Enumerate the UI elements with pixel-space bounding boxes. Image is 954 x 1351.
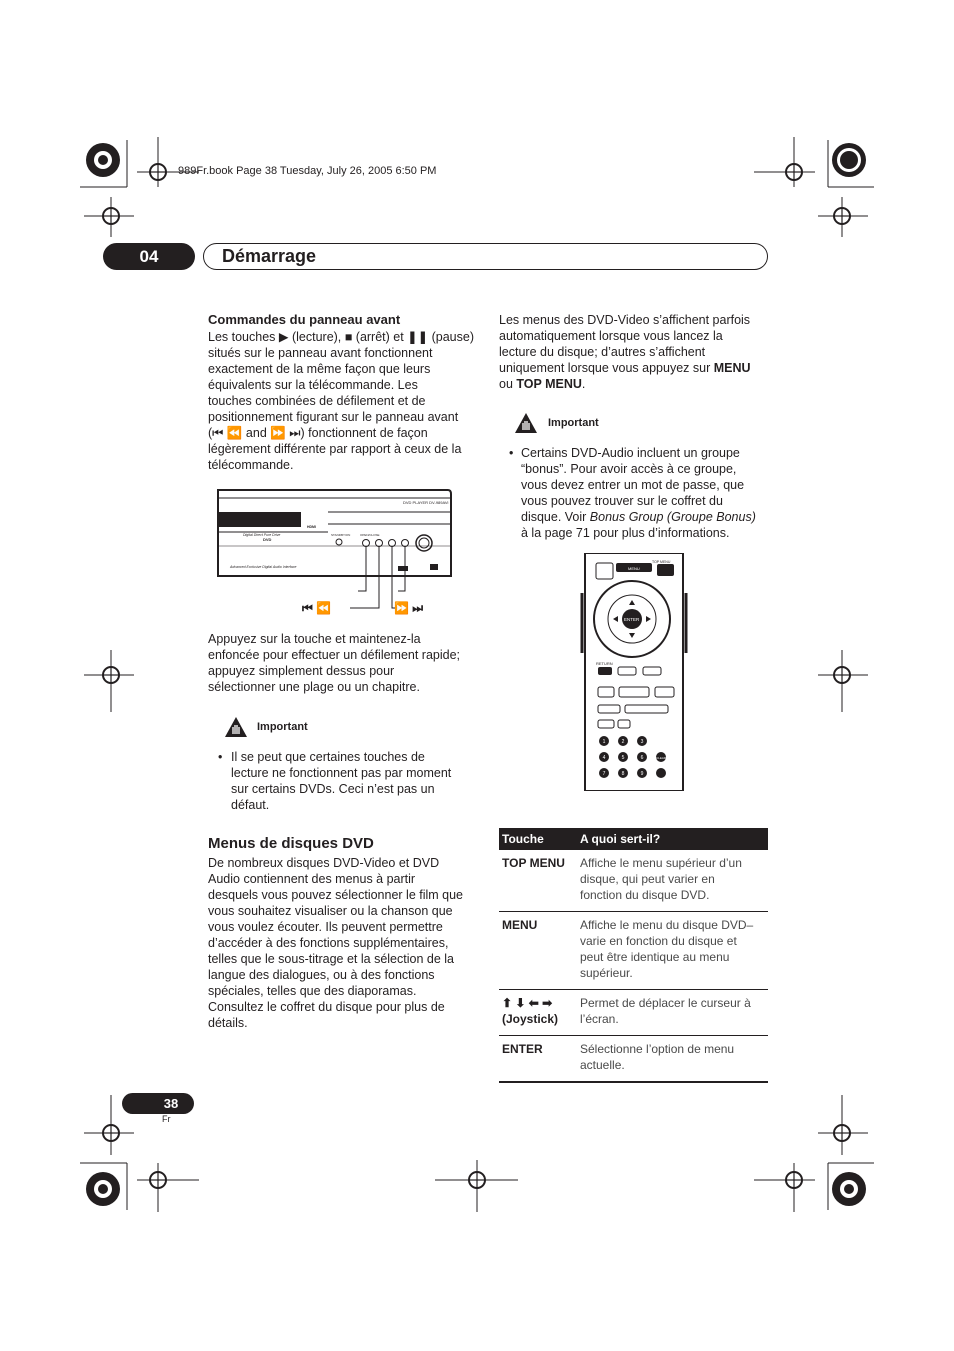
body-line: spéciales, telles que des diaporamas.	[208, 984, 417, 998]
body-line: positionnement figurant sur le panneau avant	[208, 410, 459, 424]
panel-brand: DVD PLAYER DV-989AVi	[403, 500, 449, 505]
body-line: Les menus des DVD-Video s’affichent parfois	[499, 313, 751, 327]
body-line: exactement de la même façon que leurs	[208, 362, 431, 376]
body-line: vous devez entrer un mot de passe, que	[521, 478, 745, 492]
section-title-dvd-menus: Menus de disques DVD	[208, 835, 374, 852]
skip-forward-label: ⏩ ⏭	[394, 601, 424, 615]
table-row	[499, 1036, 768, 1083]
important-label: Important	[257, 721, 308, 733]
table-header: Touche	[499, 828, 577, 850]
table-desc: Permet de déplacer le curseur à l’écran.	[577, 990, 768, 1036]
page-number: 38	[163, 1096, 179, 1111]
body-line: langue des dialogues, ou à des fonctions	[208, 968, 435, 982]
body-line: “bonus”. Pour avoir accès à ce groupe,	[521, 462, 737, 476]
body-line: équivalents sur la télécommande. Les	[208, 378, 418, 392]
table-key: ⬆ ⬇ ⬅ ➡ (Joystick)	[499, 990, 577, 1036]
body-line: défaut.	[231, 798, 270, 812]
remote-key-4: 4	[602, 755, 606, 761]
chapter-number: 04	[139, 247, 159, 266]
body-line: automatiquement lorsque vous lancez la	[499, 329, 723, 343]
remote-top-menu-label: TOP MENU	[652, 560, 671, 564]
remote-key-9: 9	[640, 771, 644, 777]
body-line: Appuyez sur la touche et maintenez-la	[208, 632, 421, 646]
body-line: uniquement lorsque vous appuyez sur MENU	[499, 361, 751, 375]
panel-advanced: Advanced Exclusive Digital Audio Interface	[230, 565, 297, 569]
remote-key-6: 6	[640, 755, 644, 761]
chapter-title: Démarrage	[222, 246, 317, 266]
file-header-meta: 989Fr.book Page 38 Tuesday, July 26, 2005 6:50 PM	[178, 165, 437, 177]
body-line: lecture du disque; d’autres s’affichent	[499, 345, 706, 359]
body-line: touches combinées de défilement et de	[208, 394, 426, 408]
body-line: situés sur le panneau avant fonctionnent	[208, 346, 433, 360]
important-bullet-text	[231, 749, 481, 813]
body-line: d’accéder à des fonctions supplémentaires,	[208, 936, 449, 950]
body-line: Audio contiennent des menus à partir	[208, 872, 416, 886]
body-line: vous voulez écouter. Ils peuvent permettre	[208, 920, 443, 934]
bonus-bullet-text	[521, 445, 771, 541]
menus-intro	[499, 312, 774, 392]
important-label: Important	[548, 417, 599, 429]
skip-back-label: ⏮ ⏪	[302, 601, 332, 615]
remote-return-label: RETURN	[596, 661, 613, 666]
remote-key-clear: CLEAR	[655, 756, 667, 760]
body-line: légèrement différente par rapport à ceux de la	[208, 442, 462, 456]
body-line: desquels vous pouvez sélectionner le film que	[208, 888, 464, 902]
warning-hand-icon	[514, 412, 538, 434]
bullet-dot: •	[218, 750, 223, 764]
table-row	[499, 850, 768, 912]
body-line: De nombreux disques DVD-Video et DVD	[208, 856, 440, 870]
body-line: sélectionner une plage ou un chapitre.	[208, 680, 420, 694]
front-panel-illustration	[208, 488, 453, 614]
table-key: MENU	[499, 912, 577, 990]
body-line: (⏮ ⏪ and ⏩ ⏭) fonctionnent de façon	[208, 426, 428, 440]
body-line: Certains DVD-Audio incluent un groupe	[521, 446, 740, 460]
table-row	[499, 990, 768, 1036]
scan-paragraph	[208, 631, 480, 695]
remote-control-illustration	[580, 553, 688, 791]
body-line: vous pouvez trouver sur le coffret du	[521, 494, 723, 508]
table-key: TOP MENU	[499, 850, 577, 912]
table-desc: Sélectionne l’option de menu actuelle.	[577, 1036, 768, 1083]
body-line: télécommande.	[208, 458, 294, 472]
remote-enter-label: ENTER	[624, 617, 640, 622]
arrow-keys: ⬆ ⬇ ⬅ ➡	[502, 996, 553, 1010]
table-desc: Affiche le menu du disque DVD– varie en fonction du disque et peut être identique au menu supérieur.	[577, 912, 768, 990]
remote-key-5: 5	[621, 755, 625, 761]
body-line: sur certains DVDs. Ceci n’est pas un	[231, 782, 435, 796]
panel-disc-label: Digital Direct Pure Drive	[243, 533, 281, 537]
remote-key-1: 1	[602, 739, 606, 745]
body-line: vous souhaitez visualiser ou la chanson que	[208, 904, 453, 918]
remote-menu-label: MENU	[628, 566, 640, 571]
remote-key-2: 2	[621, 739, 625, 745]
table-key: ENTER	[499, 1036, 577, 1083]
body-line: Il se peut que certaines touches de	[231, 750, 425, 764]
body-line: appuyez simplement dessus pour	[208, 664, 395, 678]
table-header-row	[499, 828, 768, 850]
key-function-table	[499, 828, 768, 1083]
warning-hand-icon	[224, 716, 248, 738]
page-language: Fr	[162, 1114, 171, 1124]
table-row	[499, 912, 768, 990]
table-header: A quoi sert-il?	[577, 828, 768, 850]
panel-standby: STANDBY/ON	[331, 533, 351, 537]
remote-key-3: 3	[640, 739, 644, 745]
front-panel-body	[208, 329, 480, 473]
body-line: détails.	[208, 1016, 248, 1030]
body-line: disque. Voir Bonus Group (Groupe Bonus)	[521, 510, 756, 524]
remote-key-7: 7	[602, 771, 606, 777]
body-line: Consultez le coffret du disque pour plus de	[208, 1000, 445, 1014]
body-line: ou TOP MENU.	[499, 377, 586, 391]
body-line: Les touches ▶ (lecture), ■ (arrêt) et ❚❚ (pause)	[208, 330, 474, 344]
section-title-front-panel: Commandes du panneau avant	[208, 312, 401, 327]
remote-key-8: 8	[621, 771, 625, 777]
table-desc: Affiche le menu supérieur d’un disque, qui peut varier en fonction du disque DVD.	[577, 850, 768, 912]
dvd-menus-body	[208, 855, 480, 1031]
body-line: à la page 71 pour plus d’informations.	[521, 526, 730, 540]
panel-dvd-logo: DVD	[263, 537, 272, 542]
body-line: telles que le sous-titrage et la sélection de la	[208, 952, 454, 966]
body-line: enfoncée pour effectuer un défilement rapide;	[208, 648, 461, 662]
panel-open-close: OPEN/CLOSE	[360, 533, 380, 537]
bullet-dot: •	[509, 446, 514, 460]
body-line: lecture ne fonctionnent pas par moment	[231, 766, 452, 780]
panel-hdmi: HDMI	[307, 525, 316, 529]
